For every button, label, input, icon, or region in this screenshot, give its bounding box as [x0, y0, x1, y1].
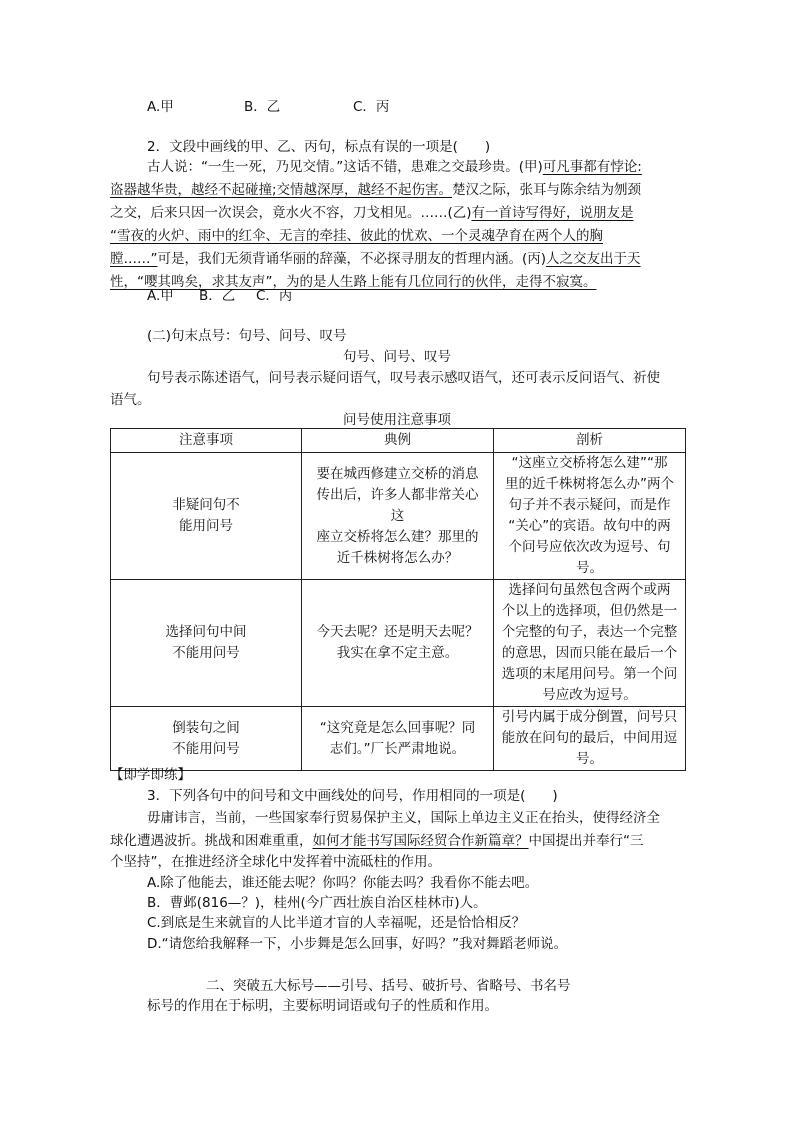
- q2-underline-yi-cont: “雪夜的火炉、雨中的红伞、无言的牵挂、彼此的忧欢、一个灵魂孕育在两个人的胸: [110, 228, 603, 244]
- table-header-row: [111, 429, 686, 453]
- table-title: 问号使用注意事项: [343, 412, 451, 428]
- q1-option-b: B．乙: [244, 99, 281, 115]
- section-heading: (二)句末点号：句号、问号、叹号: [147, 328, 347, 344]
- q2-passage-line-1: [147, 157, 642, 177]
- section-description-2: 语气。: [110, 392, 151, 408]
- table-cell-note: 非疑问句不 能用问号: [111, 453, 302, 580]
- q2-passage-line-4: [110, 226, 603, 246]
- q3-option-a: A.除了他能去，谁还能去呢？你吗？你能去吗？我看你不能去吧。: [147, 875, 539, 891]
- q2-option-b: B．乙: [199, 288, 236, 304]
- section-subheading: 句号、问号、叹号: [343, 349, 451, 365]
- q3-text: 球化遭遇波折。挑战和困难重重，: [110, 833, 313, 849]
- q1-option-c: C．丙: [353, 99, 390, 115]
- q2-passage-line-3: [110, 203, 634, 223]
- q3-passage-line-3: 个坚持”，在推进经济全球化中发挥着中流砥柱的作用。: [110, 854, 441, 870]
- table-row: [111, 580, 686, 707]
- q2-option-a: A.甲: [147, 288, 174, 304]
- part2-heading: 二、突破五大标号——引号、括号、破折号、省略号、书名号: [206, 978, 571, 994]
- table-cell-example: 要在城西修建立交桥的消息 传出后，许多人都非常关心这 座立交桥将怎么建？那里的 近千株树将怎么办？: [302, 453, 494, 580]
- q3-underline: 如何才能书写国际经贸合作新篇章？: [312, 833, 529, 849]
- q2-text: 之交，后来只因一次误会，竟水火不容，刀戈相见。……(乙): [110, 205, 472, 221]
- table-row: [111, 453, 686, 580]
- q2-text: 古人说：“一生一死，乃见交情。”这话不错，患难之交最珍贵。(甲): [147, 159, 543, 175]
- q3-stem: 3．下列各句中的问号和文中画线处的问号，作用相同的一项是( ): [147, 788, 558, 804]
- q3-option-c: C.到底是生来就盲的人比半道才盲的人幸福呢，还是恰恰相反？: [147, 915, 526, 931]
- q2-underline-jia: 可凡事都有悖论:: [542, 159, 642, 175]
- q2-underline-bing: 人之交友出于天: [546, 251, 641, 267]
- part2-description: 标号的作用在于标明，主要标明词语或句子的性质和作用。: [147, 998, 498, 1014]
- table-cell-analysis: “这座立交桥将怎么建”“那 里的近千株树将怎么办”两个 句子并不表示疑问，而是作 “关心”的宾语。故句中的两 个问号应依次改为逗号、句号。: [494, 453, 686, 580]
- q2-underline-jia-cont: 盗器越华贵，越经不起碰撞;交情越深厚，越经不起伤害。: [110, 182, 453, 198]
- q2-passage-line-2: [110, 180, 641, 200]
- question-mark-rules-table: [110, 428, 686, 771]
- q3-text: 中国提出并奉行“三: [528, 833, 644, 849]
- q2-underline-bing-cont: 性，“嘤其鸣矣，求其友声”，为的是人生路上能有几位同行的伙伴，走得不寂寞。: [110, 274, 597, 290]
- table-cell-example: “这究竟是怎么回事呢？同 志们。”厂长严肃地说。: [302, 707, 494, 771]
- table-header-analysis: 剖析: [494, 429, 686, 453]
- practice-label: 【即学即练】: [110, 767, 191, 783]
- table-header-example: 典例: [302, 429, 494, 453]
- table-cell-analysis: 选择问句虽然包含两个或两 个以上的选择项，但仍然是一 个完整的句子，表达一个完整 的意思，因而只能在最后一个 选项的末尾用问号。第一个问 号应改为逗号。: [494, 580, 686, 707]
- table-cell-note: 选择问句中间 不能用问号: [111, 580, 302, 707]
- q2-underline-yi: 有一首诗写得好，说朋友是: [471, 205, 634, 221]
- table-cell-analysis: 引号内属于成分倒置，问号只 能放在问句的最后，中间用逗 号。: [494, 707, 686, 771]
- q2-passage-line-5: [110, 249, 641, 269]
- table-cell-example: 今天去呢？还是明天去呢？ 我实在拿不定主意。: [302, 580, 494, 707]
- q2-option-c: C．丙: [256, 288, 293, 304]
- q3-option-d: D.“请您给我解释一下，小步舞是怎么回事，好吗？”我对舞蹈老师说。: [147, 936, 568, 952]
- q3-passage-line-1: 毋庸讳言，当前，一些国家奉行贸易保护主义，国际上单边主义正在抬头，使得经济全: [147, 810, 660, 826]
- table-row: [111, 707, 686, 771]
- table-header-note: 注意事项: [111, 429, 302, 453]
- q2-underline-yi-end: 膛……”: [110, 251, 158, 267]
- q2-stem: 2．文段中画线的甲、乙、丙句，标点有误的一项是( ): [147, 139, 491, 155]
- q2-text: 可是，我们无须背诵华丽的辞藻，不必探寻朋友的哲理内涵。(丙): [157, 251, 547, 267]
- q3-option-b: B．曹邺(816—？)，桂州(今广西壮族自治区桂林市)人。: [147, 895, 487, 911]
- q3-passage-line-2: [110, 831, 644, 851]
- table-cell-note: 倒装句之间 不能用问号: [111, 707, 302, 771]
- section-description-1: 句号表示陈述语气，问号表示疑问语气，叹号表示感叹语气，还可表示反问语气、祈使: [147, 370, 660, 386]
- q2-options: [147, 286, 292, 306]
- q2-text: 楚汉之际，张耳与陈余结为刎颈: [452, 182, 642, 198]
- q1-option-a: A.甲: [147, 99, 174, 115]
- q1-options: [147, 97, 389, 117]
